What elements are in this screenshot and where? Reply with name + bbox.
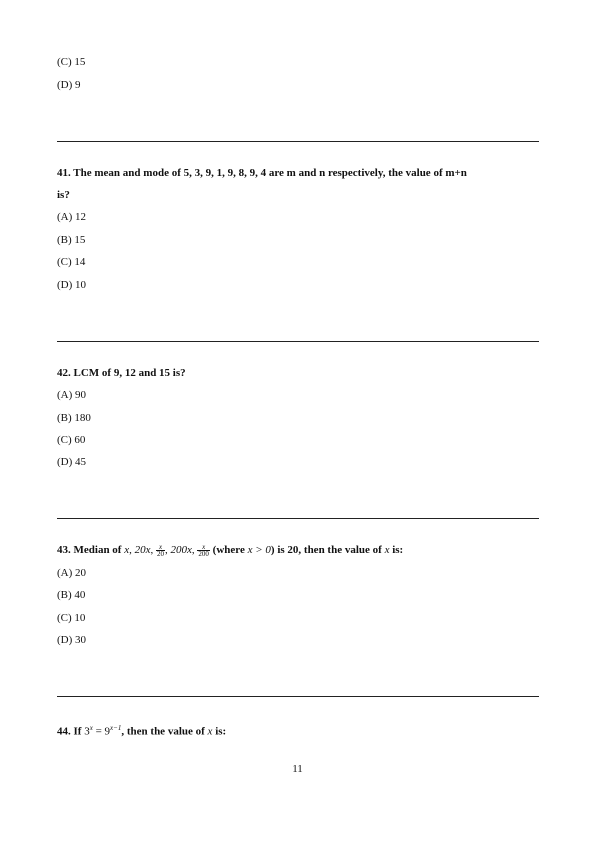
option-b: (B) 180: [57, 412, 91, 424]
divider: [57, 341, 539, 342]
option-c: (C) 10: [57, 612, 86, 624]
option-c-prev: (C) 15: [57, 56, 86, 68]
math-exponent-1: x: [89, 724, 93, 732]
fraction-numerator: x: [197, 544, 210, 551]
fraction-denominator: 20: [157, 550, 165, 558]
fraction-x-over-200: [197, 544, 210, 557]
math-x: x: [384, 544, 390, 556]
q43-suffix: ) is 20, then the value of: [270, 544, 385, 556]
sep: ,: [191, 544, 198, 556]
question-41-line-1: 41. The mean and mode of 5, 3, 9, 1, 9, 8, 9, 4 are m and n respectively, the value of m+n: [57, 167, 467, 179]
option-c: (C) 14: [57, 256, 86, 268]
option-d: (D) 10: [57, 279, 87, 291]
page-number: 11: [292, 763, 303, 775]
math-base-2: 9: [104, 725, 111, 738]
sep: ,: [129, 544, 135, 556]
sep: ,: [150, 544, 157, 556]
q43-where: (where: [209, 544, 248, 556]
math-x: x: [207, 725, 213, 738]
question-42: 42. LCM of 9, 12 and 15 is?: [57, 367, 186, 379]
option-d: (D) 45: [57, 456, 87, 468]
option-c: (C) 60: [57, 434, 86, 446]
sep: ,: [165, 544, 171, 556]
option-b: (B) 40: [57, 589, 86, 601]
q44-end: is:: [212, 725, 227, 738]
math-base-1: 3: [84, 725, 90, 738]
divider: [57, 696, 539, 697]
q43-end: is:: [389, 544, 404, 556]
option-d-prev: (D) 9: [57, 79, 81, 91]
math-20x: 20x: [134, 544, 151, 556]
question-43: [57, 544, 539, 557]
option-a: (A) 20: [57, 567, 87, 579]
option-b: (B) 15: [57, 234, 86, 246]
q44-prefix: 44. If: [57, 725, 85, 738]
fraction-numerator: x: [156, 544, 165, 551]
math-condition: x > 0: [247, 544, 271, 556]
fraction-denominator: 200: [198, 550, 209, 558]
math-x: x: [124, 544, 130, 556]
option-a: (A) 12: [57, 211, 87, 223]
option-d: (D) 30: [57, 634, 87, 646]
math-200x: 200x: [170, 544, 192, 556]
math-equals: =: [92, 725, 105, 738]
divider: [57, 141, 539, 142]
fraction-x-over-20: [156, 544, 165, 557]
question-44: [57, 722, 539, 739]
option-a: (A) 90: [57, 389, 87, 401]
question-41-line-2: is?: [57, 189, 70, 201]
divider: [57, 518, 539, 519]
q43-prefix: 43. Median of: [57, 544, 125, 556]
q44-mid: , then the value of: [121, 725, 208, 738]
math-exponent-2: x−1: [110, 724, 122, 732]
